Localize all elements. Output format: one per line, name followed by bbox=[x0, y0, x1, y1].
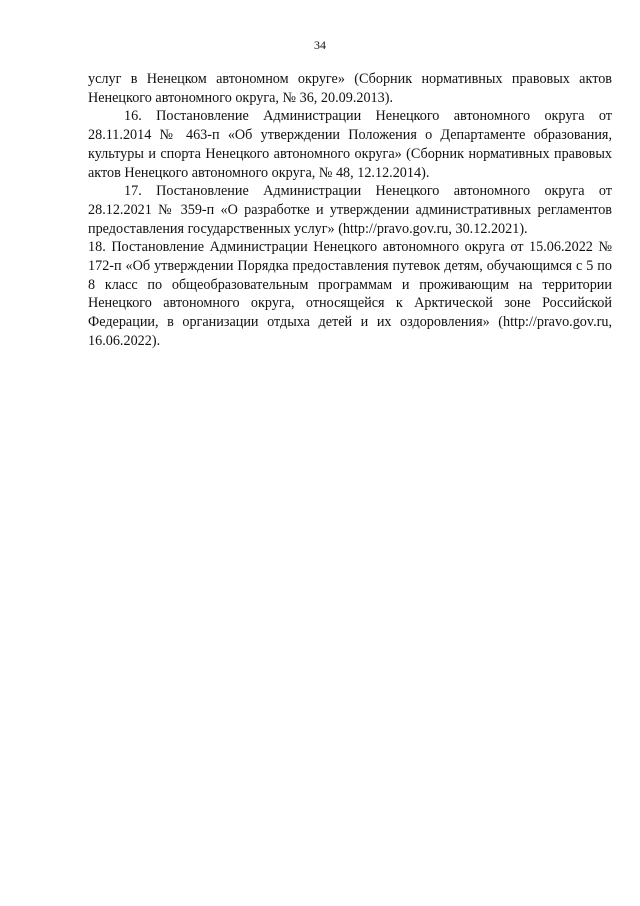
list-item-17: 17. Постановление Администрации Ненецкого автономного округа от 28.12.2021 № 359-п «О разработке и утверждении административных регламентов предоставления государственных услуг» (http://pravo.gov.ru, 30.12.2021). bbox=[88, 183, 612, 237]
document-body bbox=[88, 70, 612, 351]
page-number: 34 bbox=[314, 38, 326, 52]
list-item-16: 16. Постановление Администрации Ненецкого автономного округа от 28.11.2014 № 463-п «Об утверждении Положения о Департаменте образования, культуры и спорта Ненецкого автономного округа» (Сборник нормативных правовых актов Ненецкого автономного округа, № 48, 12.12.2014). bbox=[88, 108, 612, 181]
paragraph-continuation: услуг в Ненецком автономном округе» (Сборник нормативных правовых актов Ненецкого автономного округа, № 36, 20.09.2013). bbox=[88, 71, 612, 106]
list-item-18: 18. Постановление Администрации Ненецкого автономного округа от 15.06.2022 № 172-п «Об утверждении Порядка предоставления путевок детям, обучающимся с 5 по 8 класс по общеобразовательным программам и проживающим на территории Ненецкого автономного округа, относящейся к Арктической зоне Российской Федерации, в организации отдыха детей и их оздоровления» (http://pravo.gov.ru, 16.06.2022). bbox=[88, 239, 612, 349]
